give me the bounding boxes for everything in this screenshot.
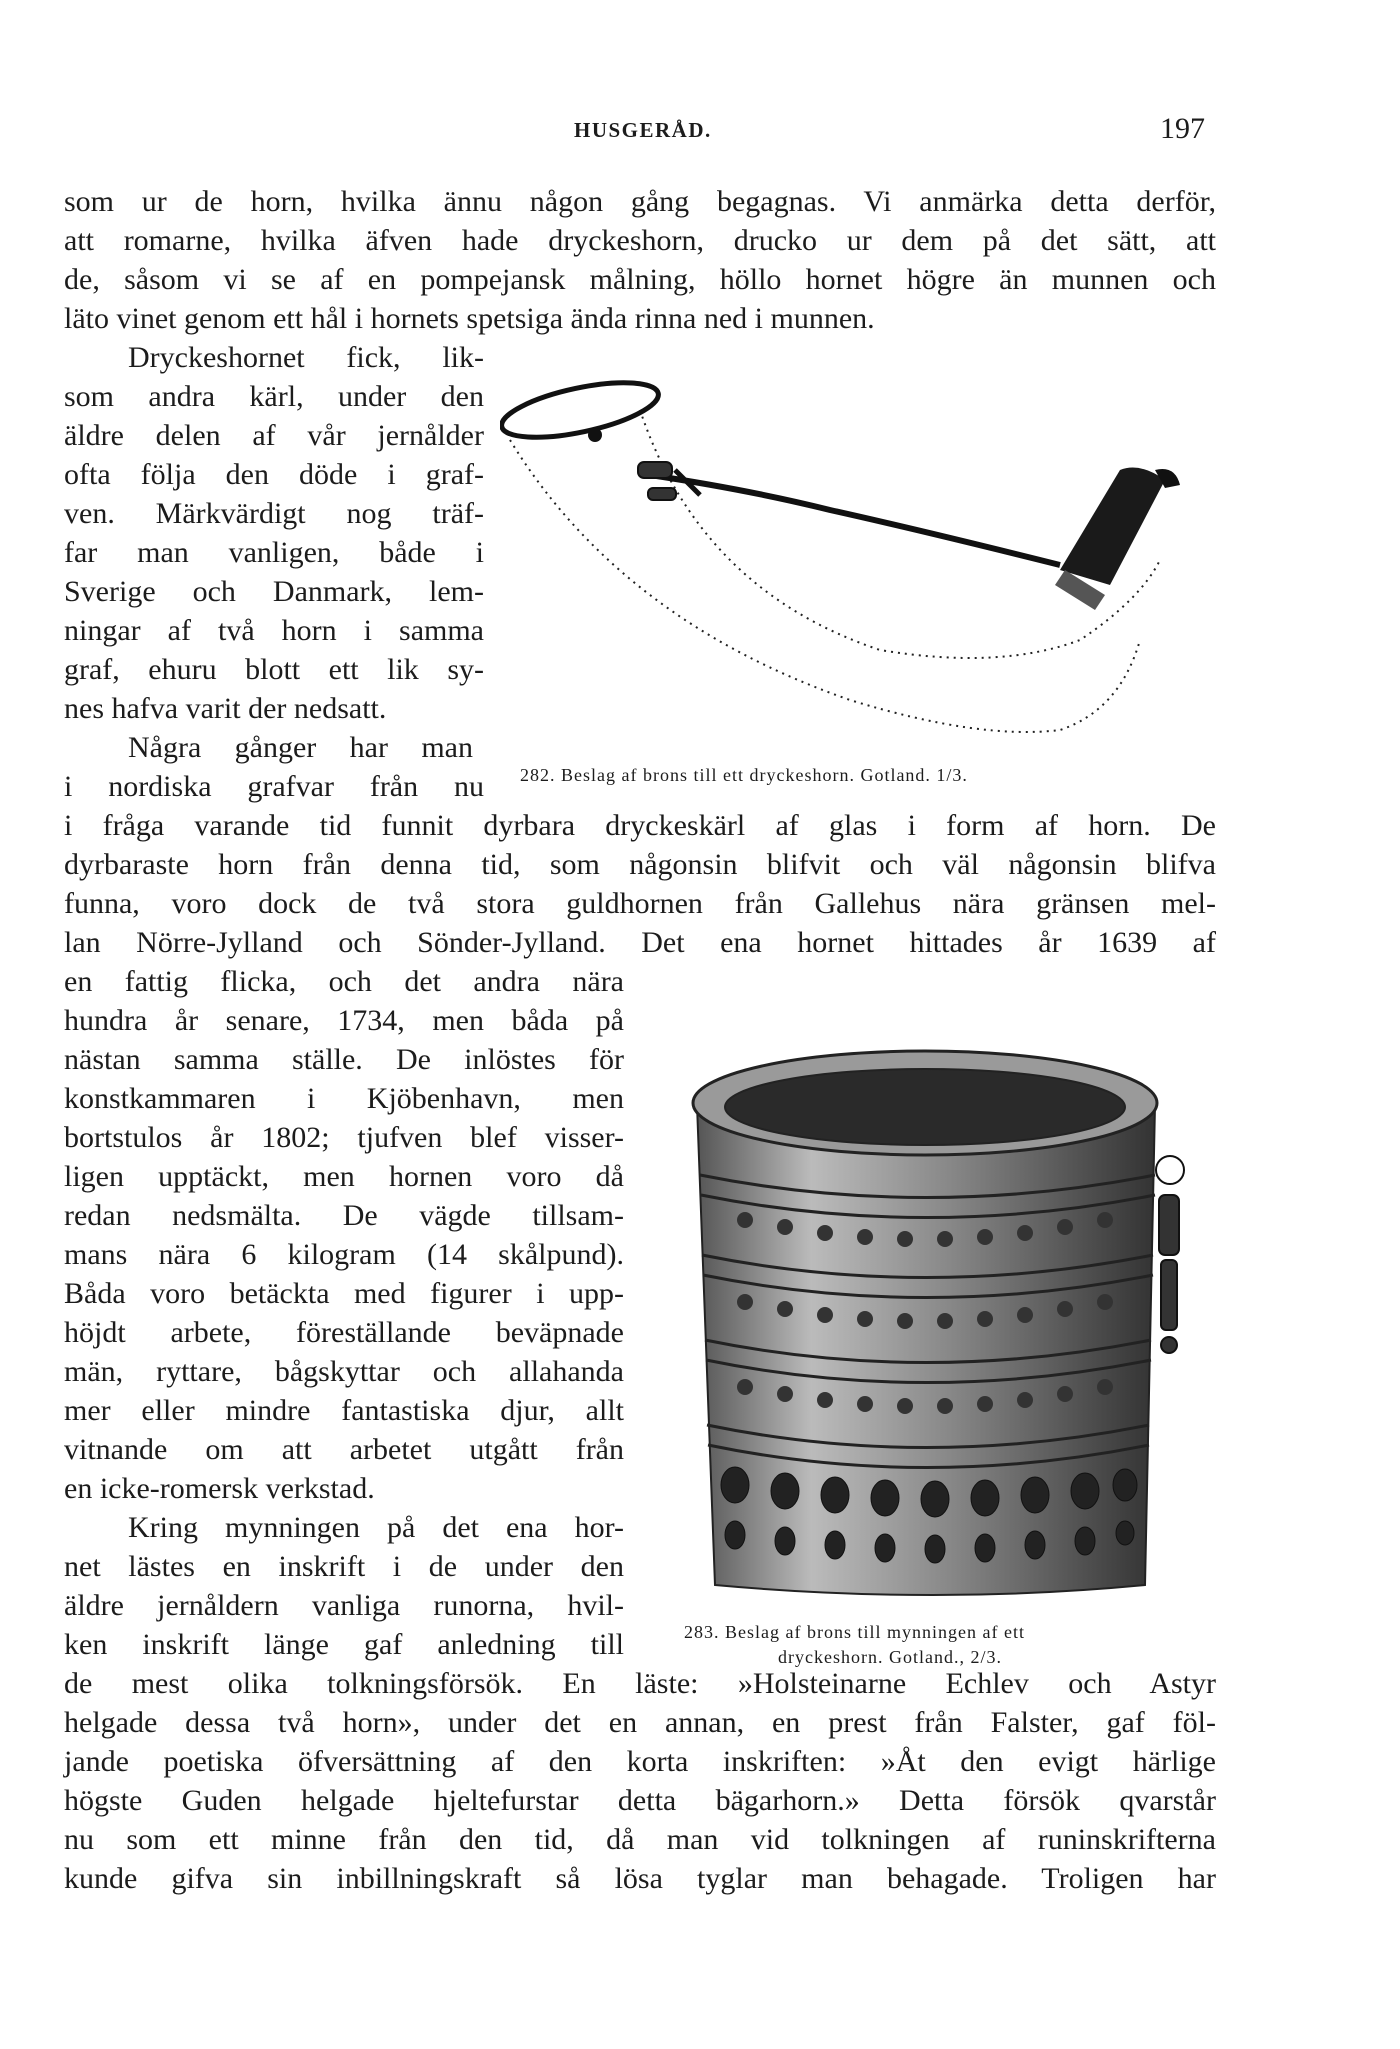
text-line: män, ryttare, bågskyttar och allahanda bbox=[64, 1355, 624, 1388]
page-number: 197 bbox=[1160, 112, 1205, 145]
text-line: lan Nörre-Jylland och Sönder-Jylland. Det ena hornet hittades år 1639 af bbox=[64, 926, 1216, 959]
figure-283-mouth-mount bbox=[675, 1045, 1215, 1605]
text-line: Kring mynningen på det ena hor- bbox=[128, 1511, 624, 1544]
figure-282-caption: 282. Beslag af brons till ett dryckeshorn. Gotland. 1/3. bbox=[520, 765, 968, 785]
text-line: nästan samma ställe. De inlöstes för bbox=[64, 1043, 624, 1076]
text-line: i fråga varande tid funnit dyrbara dryckeskärl af glas i form af horn. De bbox=[64, 809, 1216, 842]
text-line: hundra år senare, 1734, men båda på bbox=[64, 1004, 624, 1037]
text-line: ven. Märkvärdigt nog träf- bbox=[64, 497, 484, 530]
text-line: helgade dessa två horn», under det en annan, en prest från Falster, gaf föl- bbox=[64, 1706, 1216, 1739]
text-line: ligen upptäckt, men hornen voro då bbox=[64, 1160, 624, 1193]
text-line: de mest olika tolkningsförsök. En läste: »Holsteinarne Echlev och Astyr bbox=[64, 1667, 1216, 1700]
text-line: höjdt arbete, föreställande beväpnade bbox=[64, 1316, 624, 1349]
text-line: Några gånger har man bbox=[128, 731, 473, 764]
text-line: net lästes en inskrift i de under den bbox=[64, 1550, 624, 1583]
text-line: Sverige och Danmark, lem- bbox=[64, 575, 484, 608]
text-line: dyrbaraste horn från denna tid, som någonsin blifvit och väl någonsin blifva bbox=[64, 848, 1216, 881]
text-line: konstkammaren i Kjöbenhavn, men bbox=[64, 1082, 624, 1115]
text-line: graf, ehuru blott ett lik sy- bbox=[64, 653, 484, 686]
text-line: vitnande om att arbetet utgått från bbox=[64, 1433, 624, 1466]
text-line: som andra kärl, under den bbox=[64, 380, 484, 413]
figure-283-caption-line1: 283. Beslag af brons till mynningen af ett bbox=[684, 1622, 1025, 1642]
text-line: ofta följa den döde i graf- bbox=[64, 458, 484, 491]
text-line: de, såsom vi se af en pompejansk målning, höllo hornet högre än munnen och bbox=[64, 263, 1216, 296]
text-line: att romarne, hvilka äfven hade dryckeshorn, drucko ur dem på det sätt, att bbox=[64, 224, 1216, 257]
text-line: mer eller mindre fantastiska djur, allt bbox=[64, 1394, 624, 1427]
text-line: jande poetiska öfversättning af den korta inskriften: »Åt den evigt härlige bbox=[64, 1745, 1216, 1778]
text-line: Dryckeshornet fick, lik- bbox=[128, 341, 484, 374]
text-line: ningar af två horn i samma bbox=[64, 614, 484, 647]
figure-282-horn-fittings bbox=[500, 370, 1220, 750]
text-line: äldre delen af vår jernålder bbox=[64, 419, 484, 452]
text-line: en fattig flicka, och det andra nära bbox=[64, 965, 624, 998]
figure-283-caption-line2: dryckeshorn. Gotland., 2/3. bbox=[778, 1647, 1002, 1667]
text-line: nes hafva varit der nedsatt. bbox=[64, 692, 387, 725]
text-line: som ur de horn, hvilka ännu någon gång begagnas. Vi anmärka detta derför, bbox=[64, 185, 1216, 218]
text-line: Båda voro betäckta med figurer i upp- bbox=[64, 1277, 624, 1310]
text-line: funna, voro dock de två stora guldhornen från Gallehus nära gränsen mel- bbox=[64, 887, 1216, 920]
text-line: far man vanligen, både i bbox=[64, 536, 484, 569]
text-line: äldre jernåldern vanliga runorna, hvil- bbox=[64, 1589, 624, 1622]
text-line: högste Guden helgade hjeltefurstar detta bägarhorn.» Detta försök qvarstår bbox=[64, 1784, 1216, 1817]
text-line: läto vinet genom ett hål i hornets spetsiga ända rinna ned i munnen. bbox=[64, 302, 875, 335]
text-line: i nordiska grafvar från nu bbox=[64, 770, 484, 803]
running-head: HUSGERÅD. bbox=[574, 118, 712, 142]
text-line: nu som ett minne från den tid, då man vid tolkningen af runinskrifterna bbox=[64, 1823, 1216, 1856]
text-line: bortstulos år 1802; tjufven blef visser- bbox=[64, 1121, 624, 1154]
text-line: kunde gifva sin inbillningskraft så lösa tyglar man behagade. Troligen har bbox=[64, 1862, 1216, 1895]
text-line: en icke-romersk verkstad. bbox=[64, 1472, 375, 1505]
page-header bbox=[0, 112, 1400, 152]
text-line: mans nära 6 kilogram (14 skålpund). bbox=[64, 1238, 624, 1271]
text-line: redan nedsmälta. De vägde tillsam- bbox=[64, 1199, 624, 1232]
text-line: ken inskrift länge gaf anledning till bbox=[64, 1628, 624, 1661]
